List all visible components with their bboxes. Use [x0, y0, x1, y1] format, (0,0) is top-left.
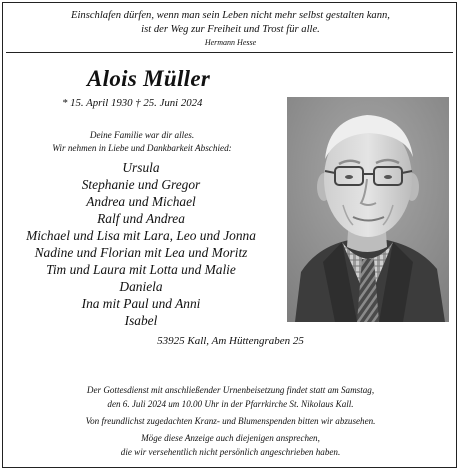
deceased-name: Alois Müller: [87, 66, 211, 91]
motto-line-2: ist der Weg zur Freiheit und Trost für alle.: [141, 24, 320, 35]
family-member: Nadine und Florian mit Lea und Moritz: [34, 245, 248, 260]
family-member: Michael und Lisa mit Lara, Leo und Jonna: [26, 228, 256, 243]
deceased-dates: * 15. April 1930 † 25. Juni 2024: [62, 97, 203, 109]
motto-line-1: Einschlafen dürfen, wenn man sein Leben nicht mehr selbst gestalten kann,: [71, 10, 390, 21]
intro-line-1: Deine Familie war dir alles.: [89, 130, 195, 140]
family-member: Ralf und Andrea: [97, 211, 185, 226]
service-line-5: die wir versehentlich nicht persönlich angeschrieben haben.: [120, 447, 341, 457]
family-member: Stephanie und Gregor: [81, 177, 201, 192]
portrait-illustration: [287, 97, 449, 322]
family-member: Isabel: [124, 313, 158, 328]
portrait-photo: [287, 97, 449, 322]
service-line-1: Der Gottesdienst mit anschließender Urnenbeisetzung findet statt am Samstag,: [86, 385, 375, 395]
service-line-2: den 6. Juli 2024 um 10.00 Uhr in der Pfarrkirche St. Nikolaus Kall.: [107, 399, 354, 409]
family-address: 53925 Kall, Am Hüttengraben 25: [157, 335, 304, 347]
family-member: Andrea und Michael: [86, 194, 196, 209]
intro-line-2: Wir nehmen in Liebe und Dankbarkeit Abschied:: [52, 143, 232, 153]
divider-line: [6, 52, 453, 53]
service-line-4: Möge diese Anzeige auch diejenigen ansprechen,: [141, 433, 320, 443]
family-member: Tim und Laura mit Lotta und Malie: [46, 262, 236, 277]
motto-author: Hermann Hesse: [204, 38, 257, 47]
family-member: Ina mit Paul und Anni: [81, 296, 201, 311]
family-member: Ursula: [122, 160, 160, 175]
family-member: Daniela: [119, 279, 163, 294]
service-line-3: Von freundlichst zugedachten Kranz- und Blumenspenden bitten wir abzusehen.: [85, 416, 376, 426]
